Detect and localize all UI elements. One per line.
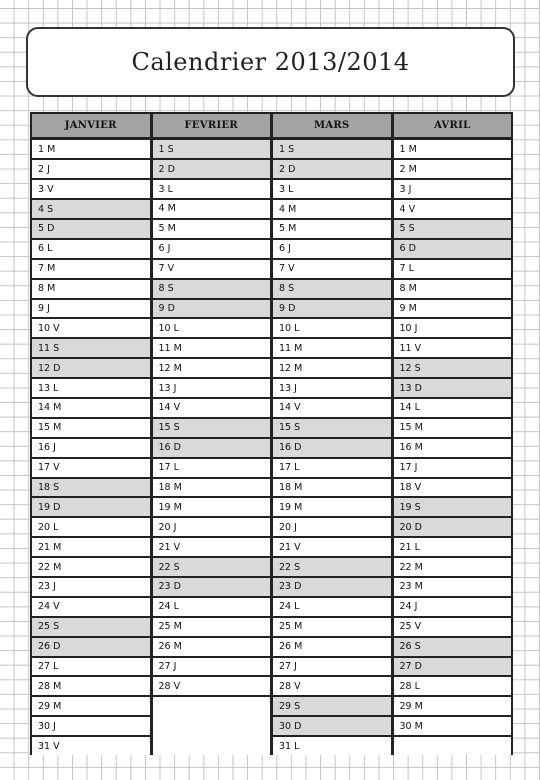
day-cell: 21 V: [273, 538, 391, 556]
day-cell: 10 J: [394, 319, 512, 337]
day-cell-weekend: 25 S: [32, 618, 150, 636]
day-cell: 16 M: [394, 439, 512, 457]
month-header: AVRIL: [394, 114, 512, 137]
day-cell-weekend: 2 D: [153, 160, 271, 178]
day-cell: 24 V: [32, 598, 150, 616]
day-cell: 4 M: [153, 200, 271, 218]
day-cell: 20 J: [153, 518, 271, 536]
day-cell-weekend: 20 D: [394, 518, 512, 536]
day-cell-weekend: 18 S: [32, 479, 150, 497]
day-cell: 14 V: [153, 399, 271, 417]
day-cell-weekend: 15 S: [273, 419, 391, 437]
day-cell: 5 M: [273, 220, 391, 238]
day-cell-weekend: 26 D: [32, 638, 150, 656]
day-cell: 5 M: [153, 220, 271, 238]
day-cell: 3 V: [32, 180, 150, 198]
day-cell: 26 M: [273, 638, 391, 656]
day-cell: 17 L: [153, 459, 271, 477]
day-cell: 7 L: [394, 260, 512, 278]
month-header: FEVRIER: [153, 114, 271, 137]
day-list: [273, 140, 391, 755]
day-cell: 22 M: [394, 558, 512, 576]
day-cell: 18 M: [273, 479, 391, 497]
day-cell: 21 L: [394, 538, 512, 556]
day-cell: 11 M: [273, 339, 391, 357]
month-column-avril: [394, 112, 512, 755]
day-cell-weekend: 6 D: [394, 240, 512, 258]
day-cell: 23 M: [394, 578, 512, 596]
day-cell: 30 J: [32, 717, 150, 735]
day-cell-weekend: 16 D: [273, 439, 391, 457]
day-cell: 2 M: [394, 160, 512, 178]
day-cell: 18 M: [153, 479, 271, 497]
month-column-janvier: [32, 112, 150, 755]
day-cell-weekend: 15 S: [153, 419, 271, 437]
day-cell: 17 V: [32, 459, 150, 477]
day-cell-weekend: 12 D: [32, 359, 150, 377]
day-cell: 13 J: [153, 379, 271, 397]
day-cell: 3 L: [153, 180, 271, 198]
page-title: Calendrier 2013/2014: [131, 48, 410, 76]
day-cell-weekend: 8 S: [273, 280, 391, 298]
day-cell: 7 M: [32, 260, 150, 278]
day-cell: 25 V: [394, 618, 512, 636]
day-cell: 9 J: [32, 300, 150, 318]
day-cell-weekend: 13 D: [394, 379, 512, 397]
day-cell: 31 L: [273, 737, 391, 755]
empty-filler: [153, 697, 271, 755]
day-cell: 17 J: [394, 459, 512, 477]
day-cell-weekend: 29 S: [273, 697, 391, 715]
day-cell: 17 L: [273, 459, 391, 477]
day-cell: 25 M: [273, 618, 391, 636]
day-cell-weekend: 30 D: [273, 717, 391, 735]
day-cell: 12 M: [153, 359, 271, 377]
day-cell: 15 M: [394, 419, 512, 437]
day-cell: 20 J: [273, 518, 391, 536]
calendar-grid: [30, 112, 513, 755]
day-cell: 14 M: [32, 399, 150, 417]
day-cell-weekend: 4 S: [32, 200, 150, 218]
day-cell-weekend: 1 S: [273, 140, 391, 158]
day-cell: 19 M: [153, 498, 271, 516]
day-cell: 11 M: [153, 339, 271, 357]
day-cell: 7 V: [273, 260, 391, 278]
day-cell: 23 J: [32, 578, 150, 596]
day-cell-weekend: 22 S: [273, 558, 391, 576]
month-column-mars: [273, 112, 391, 755]
day-cell: 28 V: [153, 677, 271, 695]
day-cell-weekend: 9 D: [153, 300, 271, 318]
day-cell: 31 V: [32, 737, 150, 755]
empty-filler: [394, 737, 512, 755]
day-cell: 7 V: [153, 260, 271, 278]
day-cell-weekend: 2 D: [273, 160, 391, 178]
day-cell: 6 J: [273, 240, 391, 258]
day-cell-weekend: 26 S: [394, 638, 512, 656]
day-cell: 21 V: [153, 538, 271, 556]
day-cell: 8 M: [394, 280, 512, 298]
day-cell: 27 J: [273, 658, 391, 676]
title-box: [26, 27, 515, 97]
day-cell: 13 J: [273, 379, 391, 397]
day-cell: 15 M: [32, 419, 150, 437]
day-cell: 13 L: [32, 379, 150, 397]
day-cell: 9 M: [394, 300, 512, 318]
day-cell: 29 M: [394, 697, 512, 715]
day-cell: 28 L: [394, 677, 512, 695]
day-cell: 3 J: [394, 180, 512, 198]
month-column-fevrier: [153, 112, 271, 755]
day-cell: 14 L: [394, 399, 512, 417]
day-cell: 20 L: [32, 518, 150, 536]
day-cell-weekend: 9 D: [273, 300, 391, 318]
day-cell: 19 M: [273, 498, 391, 516]
day-list: [153, 140, 271, 755]
day-cell: 1 M: [394, 140, 512, 158]
day-list: [32, 140, 150, 755]
day-cell: 4 V: [394, 200, 512, 218]
month-header: MARS: [273, 114, 391, 137]
month-header: JANVIER: [32, 114, 150, 137]
day-cell: 4 M: [273, 200, 391, 218]
day-cell: 18 V: [394, 479, 512, 497]
day-cell: 27 J: [153, 658, 271, 676]
day-cell: 3 L: [273, 180, 391, 198]
day-cell: 30 M: [394, 717, 512, 735]
day-cell: 10 V: [32, 319, 150, 337]
day-cell-weekend: 23 D: [273, 578, 391, 596]
day-cell: 8 M: [32, 280, 150, 298]
day-cell-weekend: 19 S: [394, 498, 512, 516]
day-cell: 29 M: [32, 697, 150, 715]
day-cell: 21 M: [32, 538, 150, 556]
day-cell: 26 M: [153, 638, 271, 656]
day-cell: 27 L: [32, 658, 150, 676]
day-cell: 28 M: [32, 677, 150, 695]
day-cell: 14 V: [273, 399, 391, 417]
day-cell: 24 J: [394, 598, 512, 616]
day-cell-weekend: 11 S: [32, 339, 150, 357]
day-cell: 28 V: [273, 677, 391, 695]
day-cell-weekend: 5 D: [32, 220, 150, 238]
day-cell-weekend: 5 S: [394, 220, 512, 238]
day-cell: 11 V: [394, 339, 512, 357]
day-cell-weekend: 16 D: [153, 439, 271, 457]
day-cell: 6 J: [153, 240, 271, 258]
day-cell: 2 J: [32, 160, 150, 178]
day-cell-weekend: 22 S: [153, 558, 271, 576]
day-cell: 6 L: [32, 240, 150, 258]
day-list: [394, 140, 512, 755]
day-cell: 25 M: [153, 618, 271, 636]
day-cell: 10 L: [273, 319, 391, 337]
day-cell: 22 M: [32, 558, 150, 576]
day-cell-weekend: 19 D: [32, 498, 150, 516]
day-cell: 10 L: [153, 319, 271, 337]
day-cell-weekend: 12 S: [394, 359, 512, 377]
day-cell: 1 M: [32, 140, 150, 158]
day-cell-weekend: 1 S: [153, 140, 271, 158]
day-cell-weekend: 23 D: [153, 578, 271, 596]
day-cell-weekend: 27 D: [394, 658, 512, 676]
day-cell: 24 L: [153, 598, 271, 616]
day-cell: 12 M: [273, 359, 391, 377]
day-cell: 16 J: [32, 439, 150, 457]
day-cell: 24 L: [273, 598, 391, 616]
day-cell-weekend: 8 S: [153, 280, 271, 298]
